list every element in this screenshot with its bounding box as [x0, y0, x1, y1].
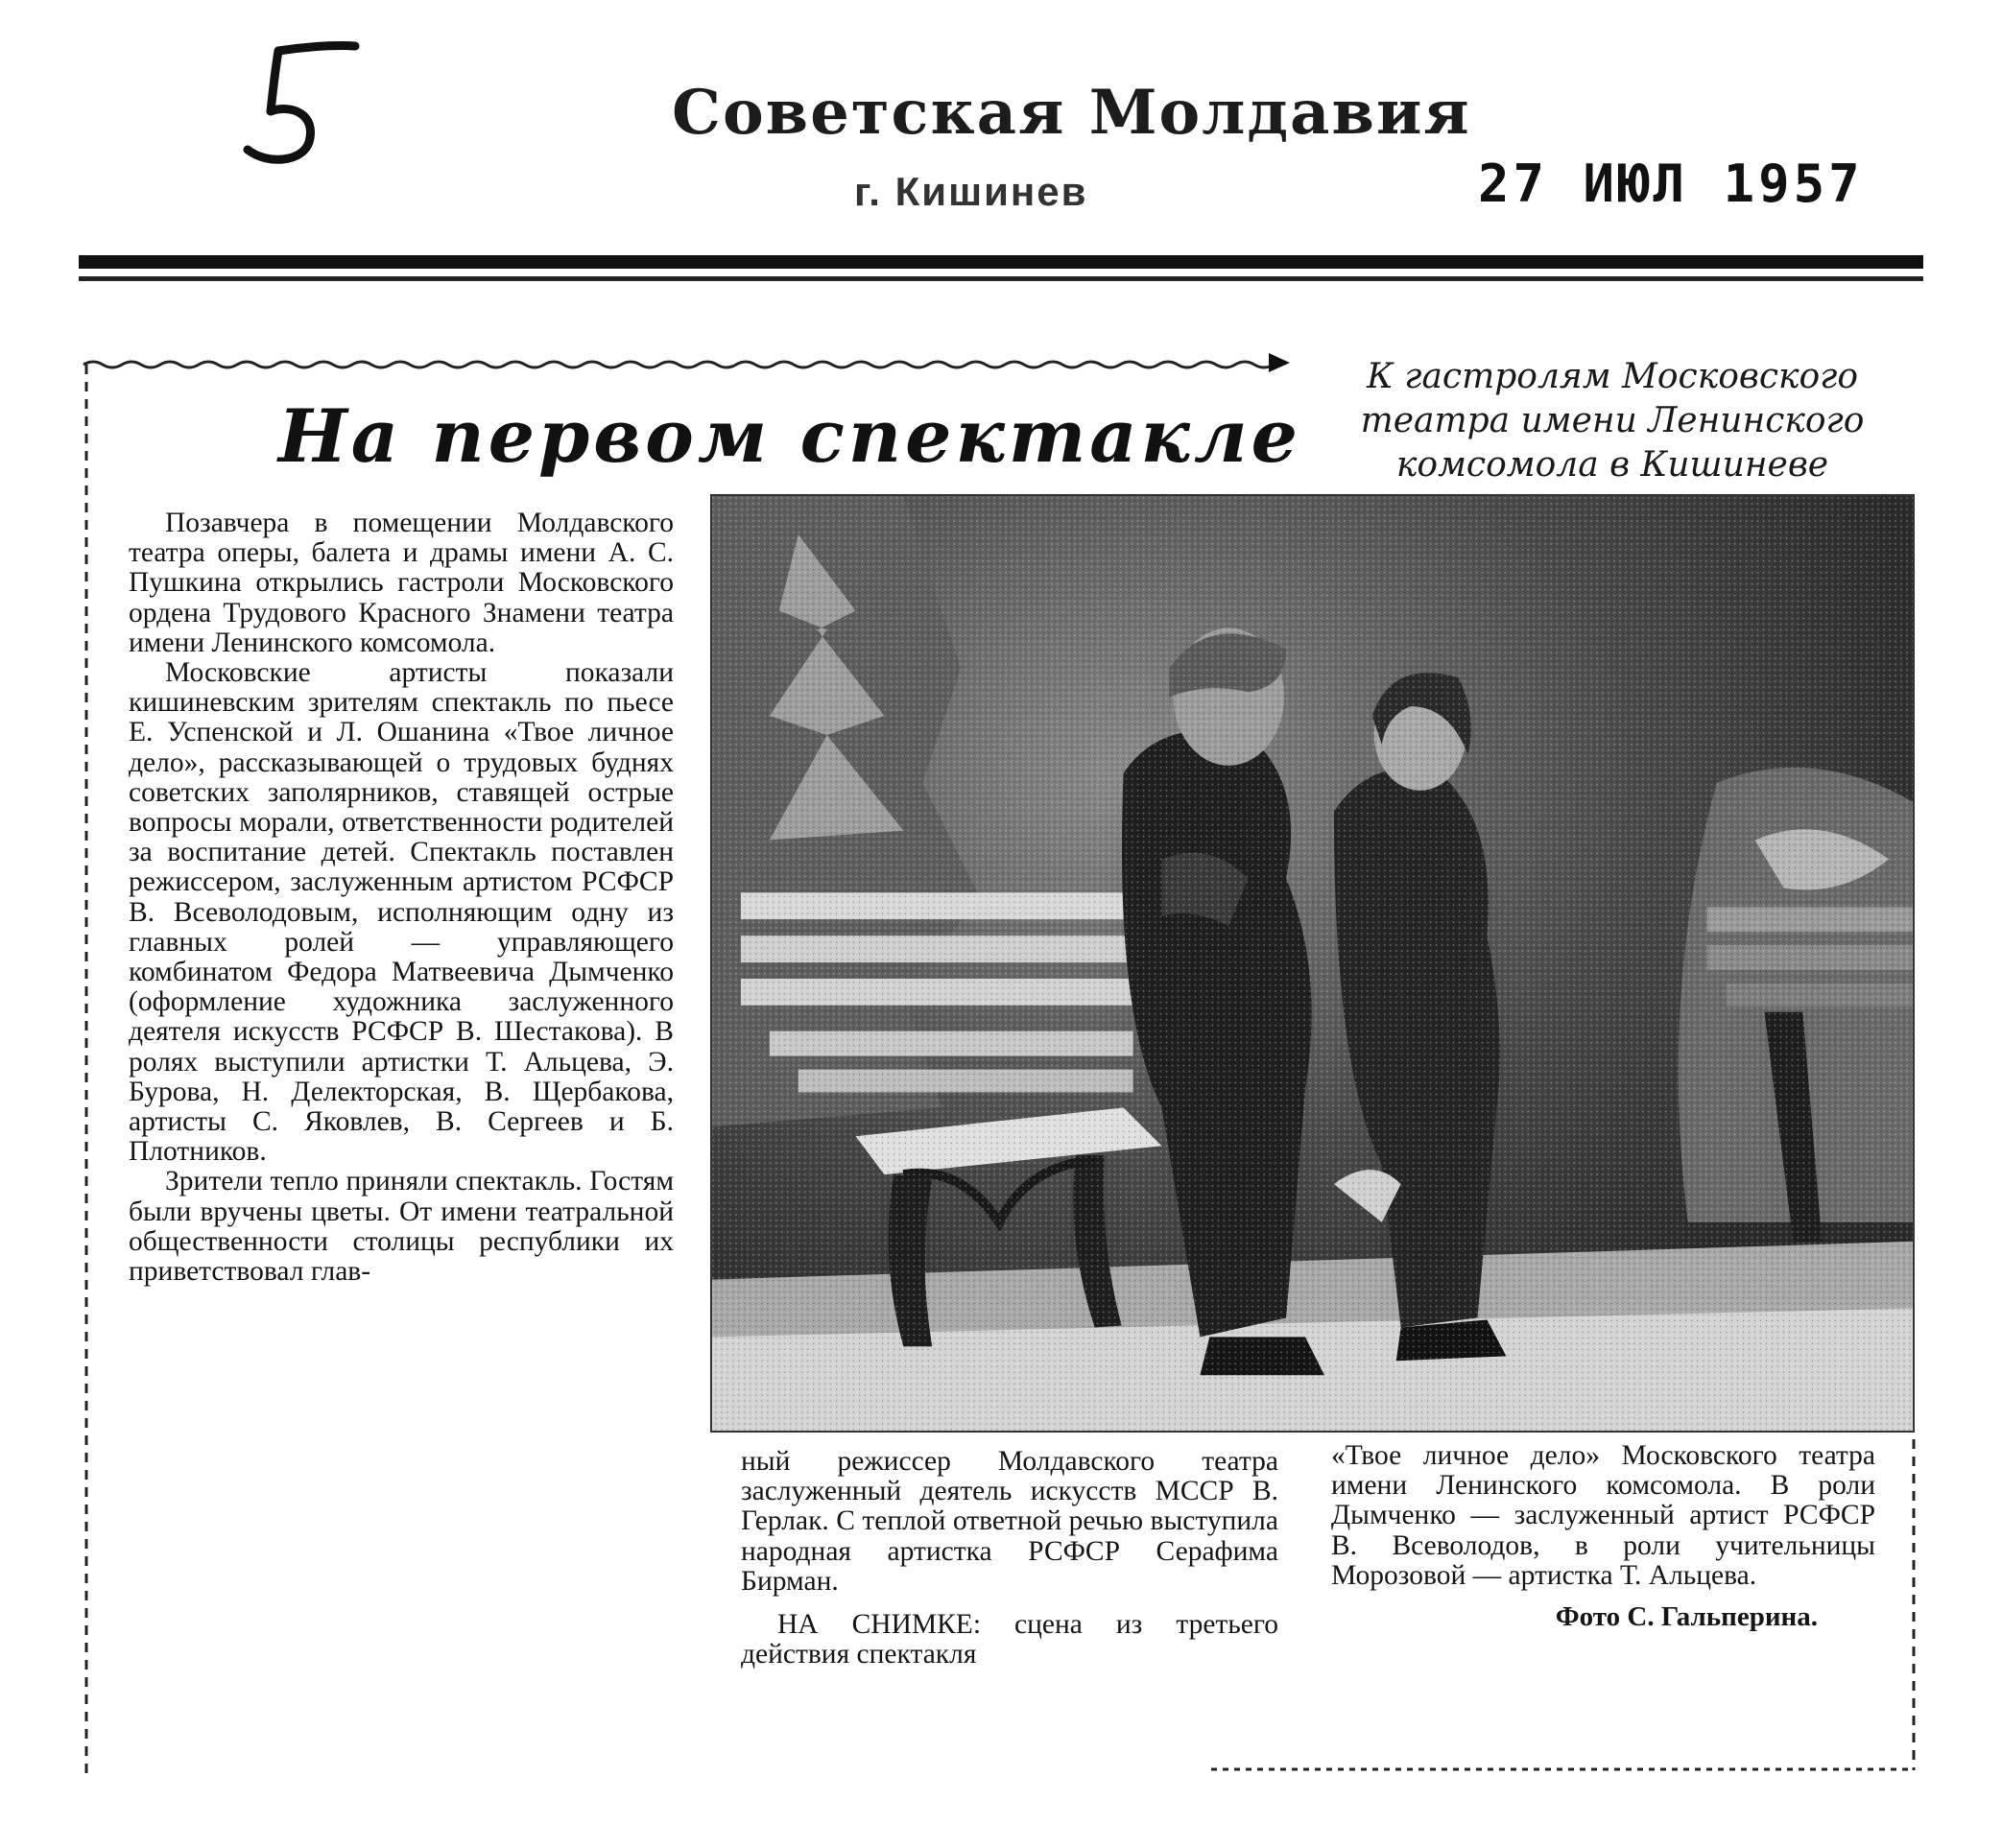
article-paragraph: Зрители тепло приняли спектакль. Гостям были вручены цветы. От имени театральной общественности столицы республики их приветствовал глав- [129, 1166, 674, 1288]
article-paragraph: ный режиссер Молдавского театра заслуженный деятель искусств МССР В. Герлак. С теплой ответной речью выступила народная артистка РСФСР Серафима Бирман. [741, 1446, 1278, 1597]
handwritten-page-number [240, 36, 374, 171]
article-column-left [129, 509, 674, 1287]
article-headline: На первом спектакле [278, 393, 1301, 479]
newspaper-title: Советская Молдавия [672, 77, 1471, 149]
article-column-right [1331, 1441, 1875, 1632]
article-paragraph: Позавчера в помещении Молдавского театра оперы, балета и драмы имени А. С. Пушкина открылись гастроли Московского ордена Трудового Красного Знамени театра имени Ленинского комсомола. [129, 508, 674, 658]
article-column-middle [741, 1447, 1278, 1670]
date-stamp: 27 ИЮЛ 1957 [1478, 154, 1864, 214]
article-paragraph: Московские артисты показали кишиневским зрителям спектакль по пьесе Е. Успенской и Л. Ошанина «Твое личное дело», рассказывающей о трудовых буднях советских заполярников, ставящей острые вопросы морали, ответственности родителей за воспитание детей. Спектакль поставлен режиссером, заслуженным артистом РСФСР В. Всеволодовым, исполняющим одну из главных ролей — управляющего комбинатом Федора Матвеевича Дымченко (оформление художника заслуженного деятеля искусств РСФСР В. Шестакова). В ролях выступили артистки Т. Альцева, Э. Бурова, Н. Делекторская, В. Щербакова, артисты С. Яковлев, В. Сергеев и Б. Плотников. [129, 657, 674, 1168]
rubric-line: К гастролям Московского [1366, 357, 1859, 396]
rubric-line: комсомола в Кишиневе [1395, 445, 1829, 485]
photo-caption-continued: «Твое личное дело» Московского театра имени Ленинского комсомола. В роли Дымченко — заслуженный артист РСФСР В. Всеволодов, в роли учительницы Морозовой — артистка Т. Альцева. [1331, 1440, 1875, 1591]
masthead-rule-thick [79, 255, 1923, 269]
article-rubric [1315, 355, 1910, 487]
photo-caption: НА СНИМКЕ: сцена из третьего действия спектакля [741, 1609, 1278, 1670]
newspaper-city: г. Кишинев [854, 169, 1088, 214]
masthead-rule-thin [79, 276, 1923, 281]
rubric-line: театра имени Ленинского [1360, 401, 1865, 440]
photo-credit: Фото С. Гальперина. [1555, 1601, 1818, 1633]
stage-scene-photo [710, 494, 1915, 1433]
